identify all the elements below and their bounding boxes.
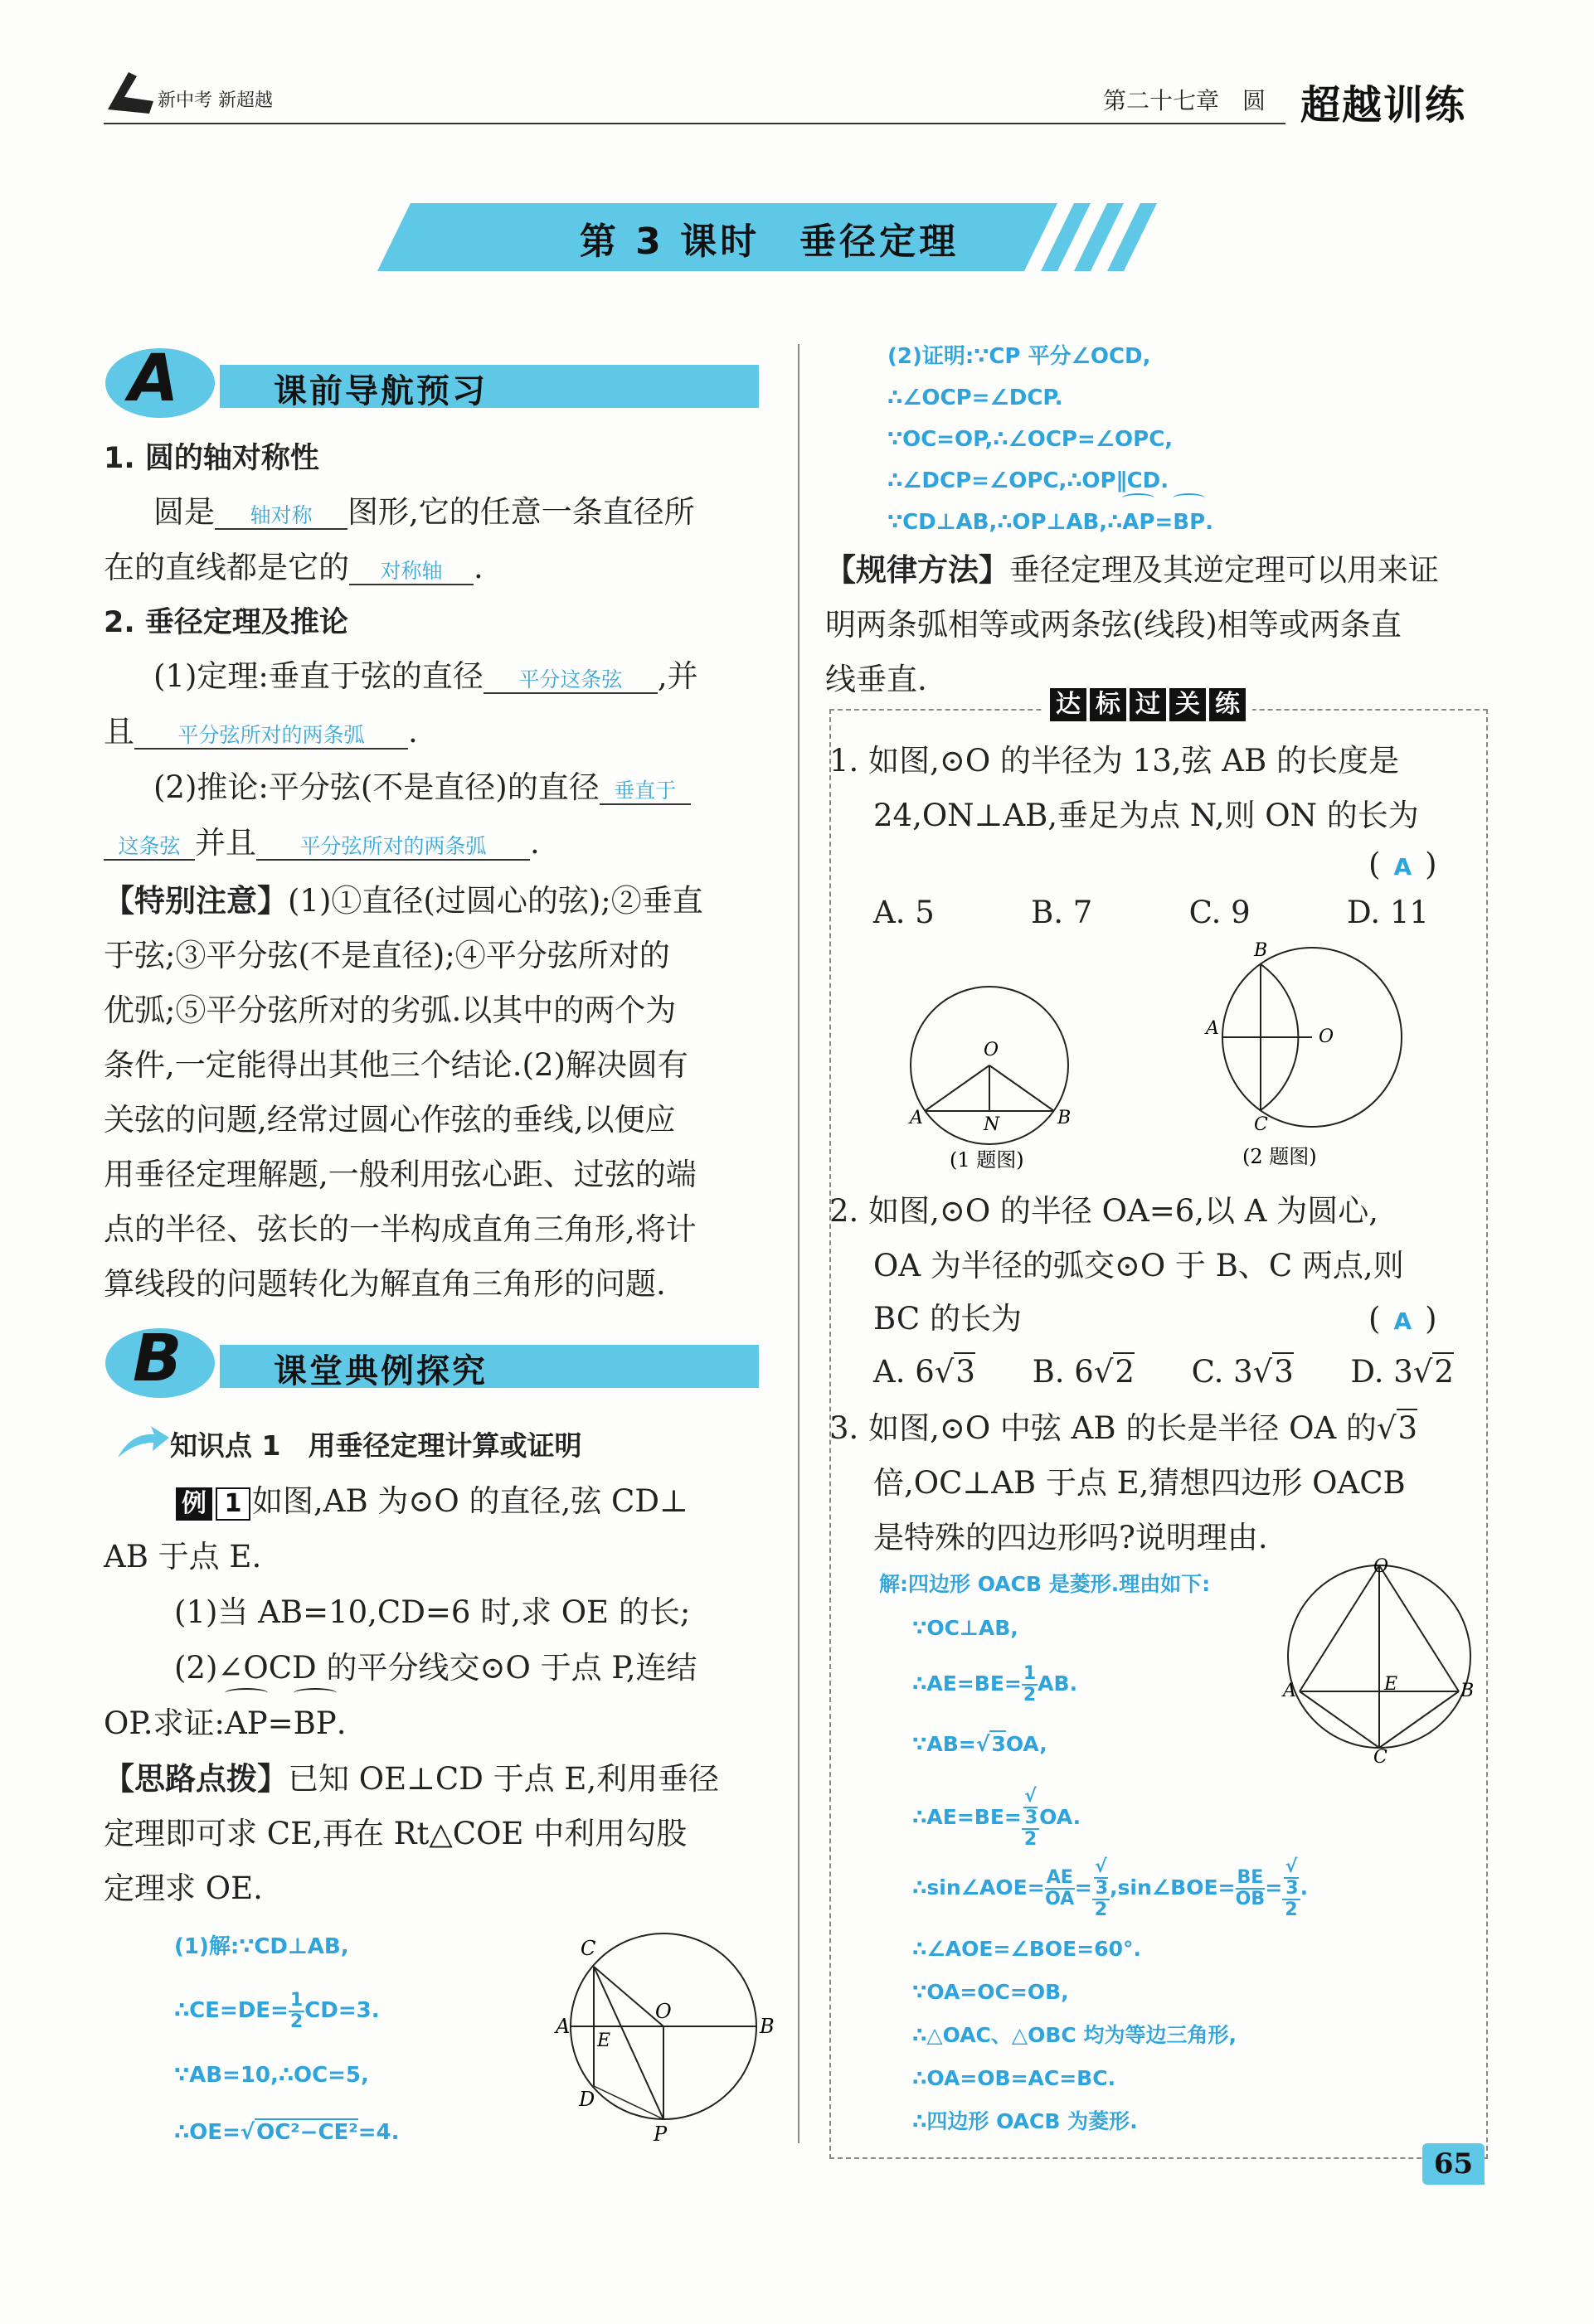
- blank-bisect-arcs-2: 平分弦所对的两条弧: [256, 834, 530, 861]
- q3-sol-line3: ∴AE=BE= $\frac{1}{2}$ AB.: [912, 1663, 1078, 1705]
- blank-symmetry-axis: 对称轴: [349, 559, 474, 585]
- arrow-icon: [114, 1424, 171, 1463]
- f3-label-b: B: [1460, 1681, 1475, 1701]
- proof-line4: ∴∠DCP=∠OPC,∴OP∥CD.: [887, 468, 1169, 493]
- q2-options: A. 6√3 B. 6√2 C. 3√3 D. 3√2: [873, 1354, 1454, 1390]
- proof-line5: ∵CD⊥AB,∴OP⊥AB,∴AP=BP.: [887, 502, 1213, 544]
- blank-perpendicular-b: 这条弦: [104, 834, 195, 861]
- ex-label-o: O: [655, 2000, 672, 2023]
- example-line1: 例 1 如图,AB 为⊙O 的直径,弦 CD⊥: [174, 1474, 688, 1529]
- ex-label-a: A: [556, 2015, 571, 2038]
- solution1-line3: ∵AB=10,∴OC=5,: [174, 2063, 369, 2088]
- chapter-title: 第二十七章 圆: [1103, 87, 1266, 114]
- item2-line4: 这条弦 并且 平分弦所对的两条弧 .: [104, 816, 540, 871]
- example-label: 例: [176, 1487, 212, 1521]
- q3-sol-line7: ∴∠AOE=∠BOE=60°.: [912, 1937, 1141, 1961]
- q1-answer: A: [1393, 853, 1412, 881]
- q1-line2: 24,ON⊥AB,垂足为点 N,则 ON 的长为: [873, 798, 1419, 833]
- f1-label-b: B: [1057, 1108, 1072, 1128]
- q2-answer: A: [1393, 1308, 1412, 1335]
- ex-label-b: B: [760, 2015, 775, 2038]
- f1-label-o: O: [984, 1040, 999, 1060]
- q2-line3: BC 的长为: [873, 1301, 1022, 1337]
- q3-line2: 倍,OC⊥AB 于点 E,猜想四边形 OACB: [873, 1465, 1406, 1501]
- column-divider: [798, 344, 799, 2143]
- solution1-line1: (1)解:∵CD⊥AB,: [174, 1934, 349, 1959]
- item2-line1: (1)定理:垂直于弦的直径 平分这条弦 ,并: [153, 658, 698, 694]
- blank-bisect-arcs: 平分弦所对的两条弧: [134, 723, 408, 750]
- knowledge-point: 知识点 1 用垂径定理计算或证明: [170, 1429, 582, 1462]
- f1-label-a: A: [910, 1108, 923, 1128]
- item1-line2: 在的直线都是它的 对称轴 .: [104, 550, 484, 585]
- f3-label-e: E: [1384, 1674, 1398, 1695]
- section-b-letter: B: [133, 1322, 182, 1396]
- f2-label-a: A: [1206, 1018, 1219, 1039]
- q3-sol-line2: ∵OC⊥AB,: [912, 1616, 1018, 1640]
- item1-line1: 圆是 轴对称 图形,它的任意一条直径所: [153, 494, 695, 530]
- item1-title: 1. 圆的轴对称性: [104, 442, 319, 475]
- q1-figure: [900, 982, 1107, 1173]
- f2-label-b: B: [1254, 940, 1268, 961]
- item2-title: 2. 垂径定理及推论: [104, 606, 348, 639]
- example-line2: AB 于点 E.: [104, 1539, 262, 1574]
- q3-sol-line10: ∴OA=OB=AC=BC.: [912, 2066, 1116, 2090]
- f2-label-o: O: [1319, 1026, 1334, 1047]
- practice-title: 达 标 过 关 练: [1043, 688, 1252, 721]
- q3-sol-line11: ∴四边形 OACB 为菱形.: [912, 2109, 1138, 2133]
- example-line5: OP.求证:AP=BP.: [104, 1696, 346, 1751]
- q3-sol-line4: ∵AB=√3OA,: [912, 1732, 1047, 1756]
- example-figure: [547, 1924, 775, 2147]
- blank-perpendicular-a: 垂直于: [600, 779, 691, 805]
- page-number: 65: [1422, 2143, 1485, 2185]
- q2-line1: 2. 如图,⊙O 的半径 OA=6,以 A 为圆心,: [829, 1193, 1379, 1229]
- proof-line1: (2)证明:∵CP 平分∠OCD,: [887, 344, 1151, 369]
- q3-sol-line8: ∵OA=OC=OB,: [912, 1980, 1069, 2004]
- ex-label-e: E: [597, 2030, 611, 2051]
- f1-label-n: N: [984, 1114, 1000, 1135]
- q2-figure: [1203, 933, 1418, 1173]
- logo-icon: [104, 68, 162, 118]
- solution1-line4: ∴OE=√OC²−CE²=4.: [174, 2120, 400, 2145]
- q2-answer-bracket: ( A ): [1368, 1301, 1437, 1337]
- section-a-title: 课前导航预习: [274, 372, 488, 410]
- q1-line1: 1. 如图,⊙O 的半径为 13,弦 AB 的长度是: [829, 743, 1399, 779]
- q3-line1: 3. 如图,⊙O 中弦 AB 的长是半径 OA 的√3: [829, 1410, 1418, 1446]
- example-number: 1: [216, 1487, 250, 1521]
- f2-label-c: C: [1254, 1114, 1268, 1135]
- q3-sol-line9: ∴△OAC、△OBC 均为等边三角形,: [912, 2023, 1237, 2047]
- series-title: 超越训练: [1300, 82, 1467, 129]
- item2-line2: 且 平分弦所对的两条弧 .: [104, 714, 418, 750]
- q1-options: A. 5 B. 7 C. 9 D. 11: [873, 895, 1429, 930]
- section-b-title: 课堂典例探究: [274, 1352, 488, 1390]
- q3-line3: 是特殊的四边形吗?说明理由.: [873, 1520, 1268, 1555]
- q3-sol-line1: 解:四边形 OACB 是菱形.理由如下:: [879, 1572, 1211, 1596]
- section-a-letter: A: [129, 342, 179, 416]
- proof-line3: ∵OC=OP,∴∠OCP=∠OPC,: [887, 427, 1174, 452]
- fig2-caption: (2 题图): [1242, 1145, 1317, 1168]
- f3-label-o: O: [1373, 1556, 1389, 1577]
- ex-label-d: D: [579, 2088, 595, 2111]
- example-line3: (1)当 AB=10,CD=6 时,求 OE 的长;: [174, 1594, 691, 1630]
- fig1-caption: (1 题图): [950, 1148, 1024, 1172]
- f3-label-c: C: [1373, 1747, 1387, 1768]
- solution1-line2: ∴CE=DE= $\frac{1}{2}$ CD=3.: [174, 1989, 380, 2032]
- method-note: 【规律方法】垂径定理及其逆定理可以用来证 明两条弧相等或两条弦(线段)相等或两条直 线垂直.: [825, 552, 1439, 697]
- example-line4: (2)∠OCD 的平分线交⊙O 于点 P,连结: [174, 1650, 697, 1686]
- proof-line2: ∴∠OCP=∠DCP.: [887, 386, 1063, 410]
- item2-line3: (2)推论:平分弦(不是直径)的直径 垂直于: [153, 760, 691, 815]
- q3-figure: [1281, 1556, 1480, 1768]
- hint: 【思路点拨】已知 OE⊥CD 于点 E,利用垂径 定理即可求 CE,再在 Rt△COE 中利用勾股 定理求 OE.: [104, 1761, 720, 1906]
- blank-bisect-chord: 平分这条弦: [484, 667, 658, 694]
- lesson-title: 第 3 课时 垂径定理: [579, 221, 960, 263]
- f3-label-a: A: [1283, 1681, 1296, 1701]
- q2-line2: OA 为半径的弧交⊙O 于 B、C 两点,则: [873, 1248, 1404, 1283]
- blank-axis-symmetric: 轴对称: [215, 503, 347, 530]
- special-note: 【特别注意】(1)①直径(过圆心的弦);②垂直 于弦;③平分弦(不是直径);④平分弦所对的 优弧;⑤平分弦所对的劣弧.以其中的两个为 条件,一定能得出其他三个结论.(2)解决圆有 关弦的问题,经常过圆心作弦的垂线,以便应 用垂径定理解题,一般利用弦心距、过弦的端 点的半径、弦长的一半构成直角三角形,将计 算线段的问题转化为解直角三角形的问题.: [104, 883, 703, 1302]
- ex-label-c: C: [581, 1937, 596, 1960]
- q3-sol-line5: ∴AE=BE= √ 3 2 OA.: [912, 1786, 1081, 1850]
- header-rule: [104, 123, 1285, 124]
- brand-text: 新中考 新超越: [158, 90, 273, 111]
- q3-sol-line6: ∴sin∠AOE= $\frac{AE}{OA}$ = √ 3 2 ,sin∠BOE= $\frac{BE}{OB}$ = √ 3 2 .: [912, 1856, 1309, 1920]
- q1-answer-bracket: ( A ): [1368, 847, 1437, 882]
- ex-label-p: P: [654, 2123, 668, 2146]
